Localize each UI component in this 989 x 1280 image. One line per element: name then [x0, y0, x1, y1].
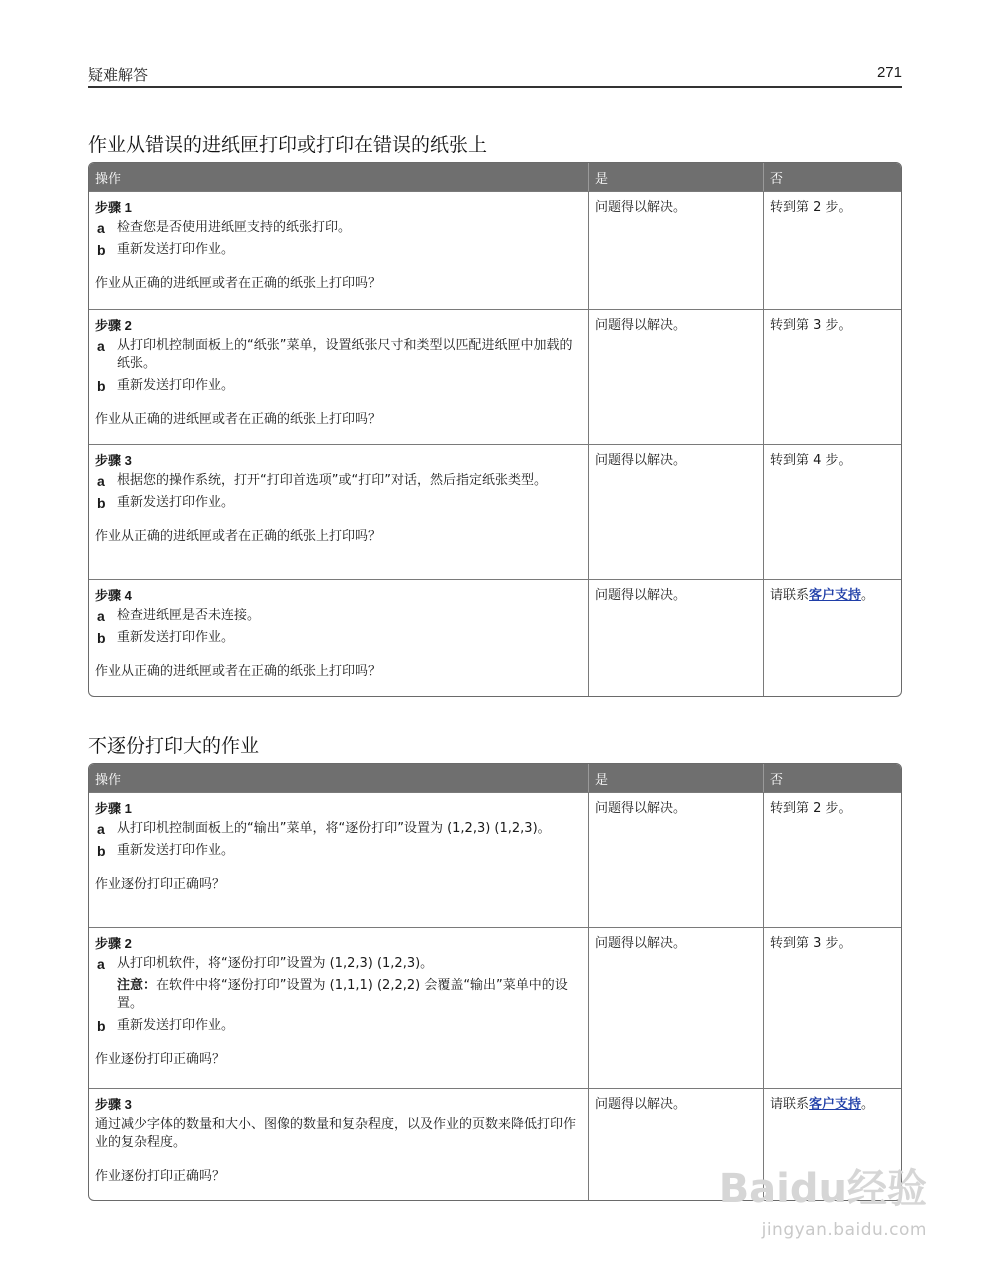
substep-b: b 重新发送打印作业。: [97, 495, 235, 511]
troubleshooting-table-collation: [88, 763, 902, 1201]
table-header-row: [89, 764, 901, 792]
action-cell: [89, 444, 588, 579]
yes-cell: 问题得以解决。: [588, 191, 763, 309]
substep-a: a 检查进纸匣是否未连接。: [97, 608, 261, 624]
troubleshooting-table-wrong-tray: [88, 162, 902, 697]
question-text: 作业逐份打印正确吗？: [95, 1052, 226, 1067]
question-text: 作业从正确的进纸匣或者在正确的纸张上打印吗？: [95, 529, 382, 544]
contact-suffix: 。: [861, 1097, 875, 1112]
note-text: 在软件中将“逐份打印”设置为 (1,1,1) (2,2,2) 会覆盖“输出”菜单中的设置。: [117, 978, 568, 1011]
substep-text: 检查您是否使用进纸匣支持的纸张打印。: [117, 220, 352, 235]
question-text: 作业逐份打印正确吗？: [95, 1169, 226, 1184]
column-header-action: 操作: [89, 163, 588, 191]
column-header-yes: 是: [588, 163, 763, 191]
substep-a: a 从打印机控制面板上的“纸张”菜单，设置纸张尺寸和类型以匹配进纸匣中加载的纸张。: [97, 338, 573, 371]
substep-b: b 重新发送打印作业。: [97, 630, 235, 646]
action-cell: [89, 191, 588, 309]
substep-a: a 从打印机控制面板上的“输出”菜单，将“逐份打印”设置为 (1,2,3) (1,2,3)。: [97, 821, 551, 837]
yes-cell: 问题得以解决。: [588, 1088, 763, 1200]
no-cell: [763, 579, 901, 696]
yes-cell: 问题得以解决。: [588, 792, 763, 927]
substep-text: 重新发送打印作业。: [117, 843, 235, 858]
table-row: [89, 309, 901, 444]
substep-b: b 重新发送打印作业。: [97, 242, 235, 258]
substep-text: 重新发送打印作业。: [117, 242, 235, 257]
no-cell: 转到第 3 步。: [763, 309, 901, 444]
table-header-row: [89, 163, 901, 191]
substep-text: 重新发送打印作业。: [117, 630, 235, 645]
substep-a: a 检查您是否使用进纸匣支持的纸张打印。: [97, 220, 352, 236]
header-title: 疑难解答: [88, 66, 149, 84]
step-label: 步骤 4: [95, 588, 132, 603]
substep-a: a 从打印机软件，将“逐份打印”设置为 (1,2,3) (1,2,3)。: [97, 956, 434, 972]
substep-text: 检查进纸匣是否未连接。: [117, 608, 261, 623]
action-cell: [89, 579, 588, 696]
substep-text: 重新发送打印作业。: [117, 378, 235, 393]
no-cell: 转到第 3 步。: [763, 927, 901, 1088]
yes-cell: 问题得以解决。: [588, 309, 763, 444]
substep-text: 重新发送打印作业。: [117, 495, 235, 510]
substep-text: 从打印机控制面板上的“纸张”菜单，设置纸张尺寸和类型以匹配进纸匣中加载的纸张。: [117, 338, 573, 371]
substep-a: a 根据您的操作系统，打开“打印首选项”或“打印”对话，然后指定纸张类型。: [97, 473, 547, 489]
step-label: 步骤 1: [95, 801, 132, 816]
no-cell: 转到第 2 步。: [763, 792, 901, 927]
step-label: 步骤 1: [95, 200, 132, 215]
table-row: [89, 927, 901, 1088]
section-title-collation: 不逐份打印大的作业: [88, 735, 260, 757]
customer-support-link[interactable]: 客户支持: [809, 1097, 862, 1112]
action-cell: [89, 309, 588, 444]
column-header-no: 否: [763, 163, 901, 191]
no-cell: 转到第 4 步。: [763, 444, 901, 579]
section-title-wrong-tray: 作业从错误的进纸匣打印或打印在错误的纸张上: [88, 134, 488, 156]
question-text: 作业从正确的进纸匣或者在正确的纸张上打印吗？: [95, 276, 382, 291]
substep-text: 从打印机软件，将“逐份打印”设置为 (1,2,3) (1,2,3)。: [117, 956, 434, 971]
contact-prefix: 请联系: [770, 1097, 810, 1112]
column-header-no: 否: [763, 764, 901, 792]
action-cell: [89, 927, 588, 1088]
substep-text: 重新发送打印作业。: [117, 1018, 235, 1033]
step-label: 步骤 2: [95, 318, 132, 333]
note-label: 注意：: [117, 978, 157, 993]
substep-b: b 重新发送打印作业。: [97, 843, 235, 859]
table-row: [89, 579, 901, 696]
table-row: [89, 191, 901, 309]
contact-prefix: 请联系: [770, 588, 810, 603]
customer-support-link[interactable]: 客户支持: [809, 588, 862, 603]
substep-b: b 重新发送打印作业。: [97, 1018, 235, 1034]
contact-suffix: 。: [861, 588, 875, 603]
question-text: 作业逐份打印正确吗？: [95, 877, 226, 892]
watermark-url: jingyan.baidu.com: [761, 1220, 927, 1240]
yes-cell: 问题得以解决。: [588, 579, 763, 696]
question-text: 作业从正确的进纸匣或者在正确的纸张上打印吗？: [95, 412, 382, 427]
watermark-logo: Baidu经验: [718, 1166, 927, 1212]
substep-b: b 重新发送打印作业。: [97, 378, 235, 394]
yes-cell: 问题得以解决。: [588, 927, 763, 1088]
step-label: 步骤 2: [95, 936, 132, 951]
page-number: 271: [876, 64, 902, 81]
action-cell: [89, 1088, 588, 1200]
step-text: 通过减少字体的数量和大小、图像的数量和复杂程度，以及作业的页数来降低打印作业的复杂程度。: [95, 1117, 577, 1150]
substep-text: 从打印机控制面板上的“输出”菜单，将“逐份打印”设置为 (1,2,3) (1,2,3)。: [117, 821, 551, 836]
action-cell: [89, 792, 588, 927]
note: [95, 977, 583, 1013]
substep-text: 根据您的操作系统，打开“打印首选项”或“打印”对话，然后指定纸张类型。: [117, 473, 547, 488]
question-text: 作业从正确的进纸匣或者在正确的纸张上打印吗？: [95, 664, 382, 679]
step-label: 步骤 3: [95, 453, 132, 468]
page-header: [88, 62, 902, 88]
column-header-action: 操作: [89, 764, 588, 792]
step-label: 步骤 3: [95, 1097, 132, 1112]
no-cell: 转到第 2 步。: [763, 191, 901, 309]
yes-cell: 问题得以解决。: [588, 444, 763, 579]
table-row: [89, 792, 901, 927]
column-header-yes: 是: [588, 764, 763, 792]
table-row: [89, 444, 901, 579]
